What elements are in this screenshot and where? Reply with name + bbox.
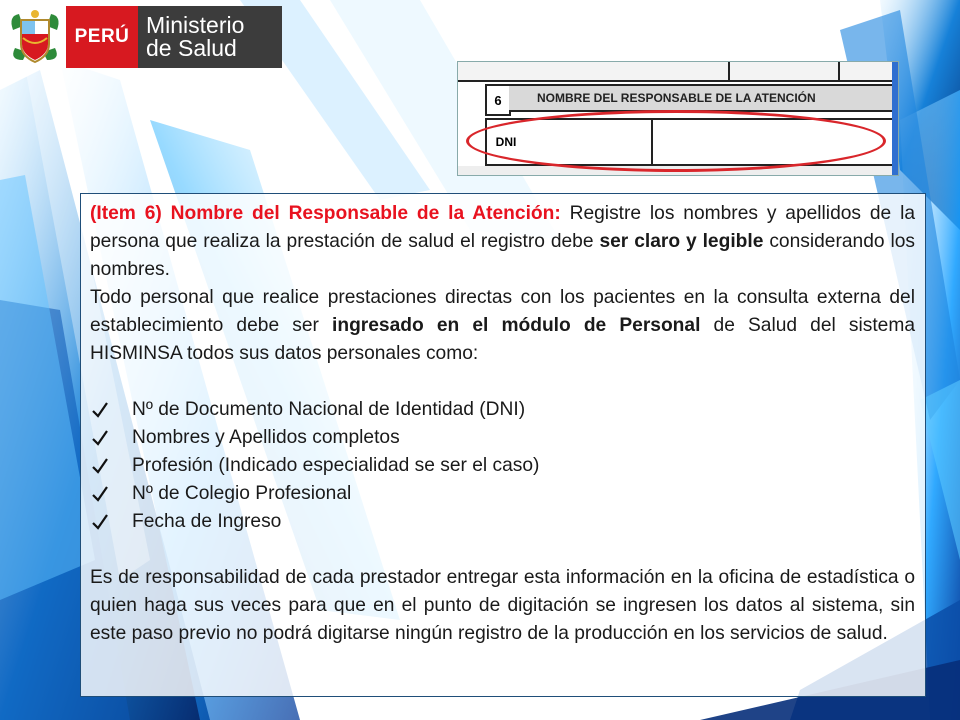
required-data-list bbox=[90, 396, 915, 536]
item-heading: Nombre del Responsable de la Atención: bbox=[170, 203, 561, 224]
checkmark-icon bbox=[90, 481, 110, 507]
national-coat-of-arms-icon bbox=[4, 6, 66, 68]
paragraph-item-6 bbox=[90, 200, 915, 284]
list-item bbox=[90, 396, 915, 424]
list-item bbox=[90, 508, 915, 536]
ministry-name-line1: Ministerio bbox=[146, 12, 245, 38]
p1-text-b: considerando los nombres. bbox=[90, 231, 915, 280]
list-item-label: Nº de Colegio Profesional bbox=[132, 483, 352, 504]
checkmark-icon bbox=[90, 397, 110, 423]
p2-text-b: de Salud del sistema HISMINSA todos sus datos personales como: bbox=[90, 315, 915, 364]
section-title-cell: NOMBRE DEL RESPONSABLE DE LA ATENCIÓN bbox=[509, 84, 895, 112]
paragraph-personnel bbox=[90, 284, 915, 368]
dni-label-cell: DNI bbox=[485, 118, 527, 166]
country-label: PERÚ bbox=[66, 6, 138, 68]
instructions-textbox bbox=[80, 193, 926, 697]
p2-text-a: Todo personal que realice prestaciones directas con los pacientes en la consulta externa del establecimiento debe ser bbox=[90, 287, 915, 336]
list-item-label: Nº de Documento Nacional de Identidad (DNI) bbox=[132, 399, 526, 420]
ministry-logo bbox=[4, 6, 282, 68]
item-number-cell: 6 bbox=[485, 84, 511, 116]
list-item bbox=[90, 452, 915, 480]
paragraph-responsibility: Es de responsabilidad de cada prestador entregar esta información en la oficina de estadística o quien haga sus veces para que en el punto de digitación se ingresen los datos al sistema, sin este paso previo no podrá digitarse ningún registro de la producción en los servicios de salud. bbox=[90, 567, 915, 644]
p2-bold-a: ingresado en el módulo de Personal bbox=[332, 315, 701, 336]
form-excerpt-image bbox=[457, 61, 899, 176]
list-item-label: Profesión (Indicado especialidad se ser el caso) bbox=[132, 455, 540, 476]
ministry-name bbox=[138, 6, 282, 68]
ministry-name-line2: de Salud bbox=[146, 35, 237, 61]
item-tag: (Item 6) bbox=[90, 203, 162, 224]
highlight-oval bbox=[466, 110, 886, 172]
list-item bbox=[90, 424, 915, 452]
form-edge bbox=[892, 62, 898, 175]
p1-text-a: Registre los nombres y apellidos de la persona que realiza la prestación de salud el registro debe bbox=[90, 203, 916, 252]
list-item bbox=[90, 480, 915, 508]
checkmark-icon bbox=[90, 453, 110, 479]
list-item-label: Nombres y Apellidos completos bbox=[132, 427, 400, 448]
p1-bold-a: ser claro y legible bbox=[599, 231, 764, 252]
form-top-row bbox=[458, 62, 898, 82]
spacer bbox=[90, 536, 915, 564]
checkmark-icon bbox=[90, 425, 110, 451]
list-item-label: Fecha de Ingreso bbox=[132, 511, 282, 532]
checkmark-icon bbox=[90, 509, 110, 535]
